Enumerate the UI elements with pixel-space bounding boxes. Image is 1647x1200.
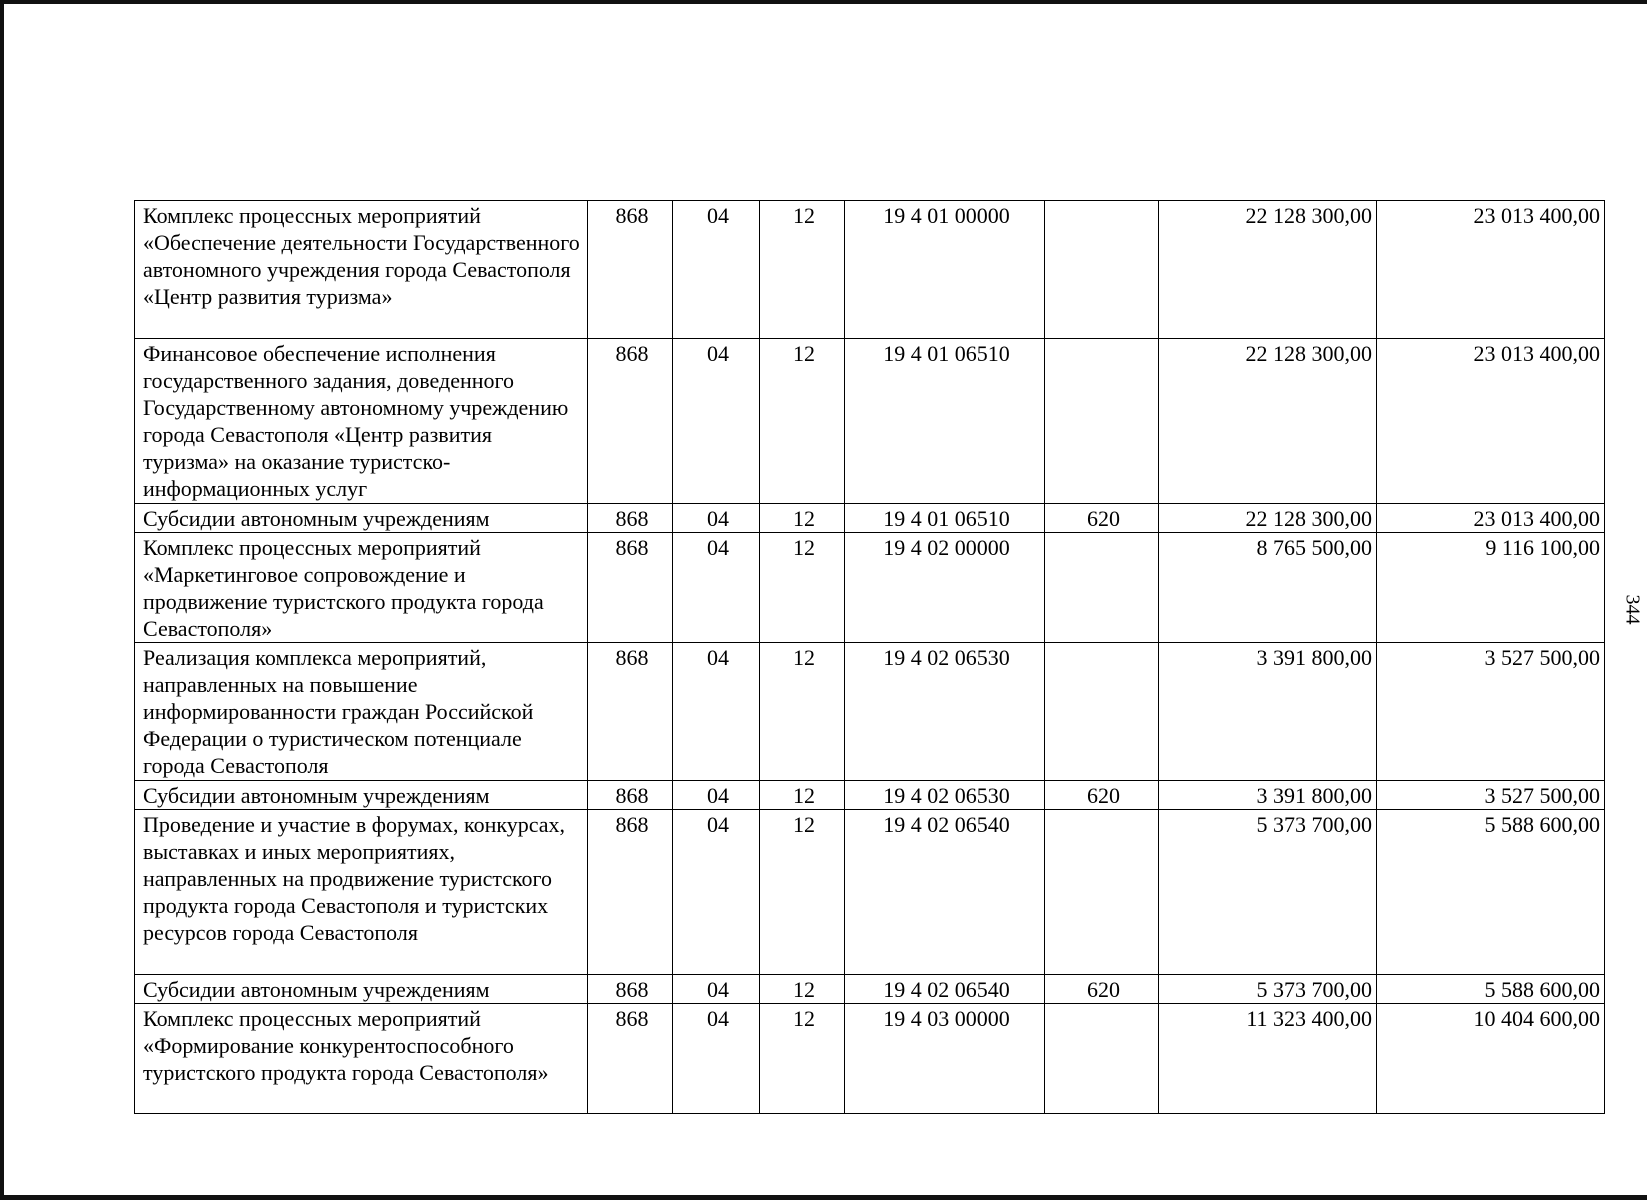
amount-year2-cell: 23 013 400,00	[1377, 504, 1605, 533]
scan-border-bottom	[0, 1195, 1647, 1200]
rz-cell: 04	[673, 201, 760, 339]
rz-cell: 04	[673, 339, 760, 504]
amount-year1-cell: 8 765 500,00	[1159, 533, 1377, 643]
vr-cell	[1045, 643, 1159, 781]
csr-cell: 19 4 01 06510	[845, 339, 1045, 504]
pr-cell: 12	[760, 975, 845, 1004]
name-cell: Комплекс процессных мероприятий «Обеспечение деятельности Государственного автономного учреждения города Севастополя «Центр развития туризма»	[135, 201, 588, 339]
name-cell: Комплекс процессных мероприятий «Маркетинговое сопровождение и продвижение туристского продукта города Севастополя»	[135, 533, 588, 643]
table-row	[135, 339, 1605, 504]
amount-year1-cell: 5 373 700,00	[1159, 810, 1377, 975]
scan-border-left	[0, 0, 4, 1200]
vr-cell	[1045, 339, 1159, 504]
rz-cell: 04	[673, 504, 760, 533]
name-cell: Субсидии автономным учреждениям	[135, 781, 588, 810]
vr-cell: 620	[1045, 975, 1159, 1004]
table-row	[135, 504, 1605, 533]
rz-cell: 04	[673, 643, 760, 781]
table-row	[135, 781, 1605, 810]
pr-cell: 12	[760, 201, 845, 339]
amount-year2-cell: 3 527 500,00	[1377, 781, 1605, 810]
pr-cell: 12	[760, 781, 845, 810]
amount-year1-cell: 3 391 800,00	[1159, 643, 1377, 781]
amount-year1-cell: 11 323 400,00	[1159, 1004, 1377, 1114]
csr-cell: 19 4 02 00000	[845, 533, 1045, 643]
amount-year1-cell: 22 128 300,00	[1159, 201, 1377, 339]
csr-cell: 19 4 02 06540	[845, 975, 1045, 1004]
amount-year2-cell: 10 404 600,00	[1377, 1004, 1605, 1114]
amount-year2-cell: 23 013 400,00	[1377, 201, 1605, 339]
vr-cell	[1045, 810, 1159, 975]
grbs-cell: 868	[588, 975, 673, 1004]
rz-cell: 04	[673, 810, 760, 975]
name-cell: Проведение и участие в форумах, конкурсах, выставках и иных мероприятиях, направленных на продвижение туристского продукта города Севастополя и туристских ресурсов города Севастополя	[135, 810, 588, 975]
rz-cell: 04	[673, 975, 760, 1004]
csr-cell: 19 4 02 06540	[845, 810, 1045, 975]
name-cell: Субсидии автономным учреждениям	[135, 504, 588, 533]
table-row	[135, 201, 1605, 339]
grbs-cell: 868	[588, 810, 673, 975]
csr-cell: 19 4 01 06510	[845, 504, 1045, 533]
csr-cell: 19 4 03 00000	[845, 1004, 1045, 1114]
table-row	[135, 1004, 1605, 1114]
name-cell: Субсидии автономным учреждениям	[135, 975, 588, 1004]
amount-year1-cell: 22 128 300,00	[1159, 339, 1377, 504]
name-cell: Реализация комплекса мероприятий, направленных на повышение информированности граждан Российской Федерации о туристическом потенциале города Севастополя	[135, 643, 588, 781]
amount-year2-cell: 3 527 500,00	[1377, 643, 1605, 781]
pr-cell: 12	[760, 643, 845, 781]
rz-cell: 04	[673, 533, 760, 643]
csr-cell: 19 4 01 00000	[845, 201, 1045, 339]
amount-year2-cell: 23 013 400,00	[1377, 339, 1605, 504]
page-number: 344	[1621, 594, 1644, 625]
vr-cell: 620	[1045, 504, 1159, 533]
grbs-cell: 868	[588, 1004, 673, 1114]
vr-cell	[1045, 201, 1159, 339]
csr-cell: 19 4 02 06530	[845, 781, 1045, 810]
rz-cell: 04	[673, 1004, 760, 1114]
pr-cell: 12	[760, 810, 845, 975]
amount-year1-cell: 22 128 300,00	[1159, 504, 1377, 533]
table-row	[135, 975, 1605, 1004]
grbs-cell: 868	[588, 781, 673, 810]
pr-cell: 12	[760, 533, 845, 643]
amount-year2-cell: 5 588 600,00	[1377, 810, 1605, 975]
grbs-cell: 868	[588, 201, 673, 339]
grbs-cell: 868	[588, 339, 673, 504]
grbs-cell: 868	[588, 643, 673, 781]
vr-cell: 620	[1045, 781, 1159, 810]
pr-cell: 12	[760, 339, 845, 504]
budget-table	[134, 200, 1605, 1114]
amount-year1-cell: 3 391 800,00	[1159, 781, 1377, 810]
grbs-cell: 868	[588, 504, 673, 533]
table-row	[135, 643, 1605, 781]
amount-year1-cell: 5 373 700,00	[1159, 975, 1377, 1004]
grbs-cell: 868	[588, 533, 673, 643]
pr-cell: 12	[760, 1004, 845, 1114]
amount-year2-cell: 5 588 600,00	[1377, 975, 1605, 1004]
amount-year2-cell: 9 116 100,00	[1377, 533, 1605, 643]
vr-cell	[1045, 1004, 1159, 1114]
pr-cell: 12	[760, 504, 845, 533]
csr-cell: 19 4 02 06530	[845, 643, 1045, 781]
table-row	[135, 810, 1605, 975]
rz-cell: 04	[673, 781, 760, 810]
name-cell: Финансовое обеспечение исполнения государственного задания, доведенного Государственному автономному учреждению города Севастополя «Центр развития туризма» на оказание туристско-информационных услуг	[135, 339, 588, 504]
table-row	[135, 533, 1605, 643]
vr-cell	[1045, 533, 1159, 643]
name-cell: Комплекс процессных мероприятий «Формирование конкурентоспособного туристского продукта города Севастополя»	[135, 1004, 588, 1114]
scan-border-top	[0, 0, 1647, 4]
